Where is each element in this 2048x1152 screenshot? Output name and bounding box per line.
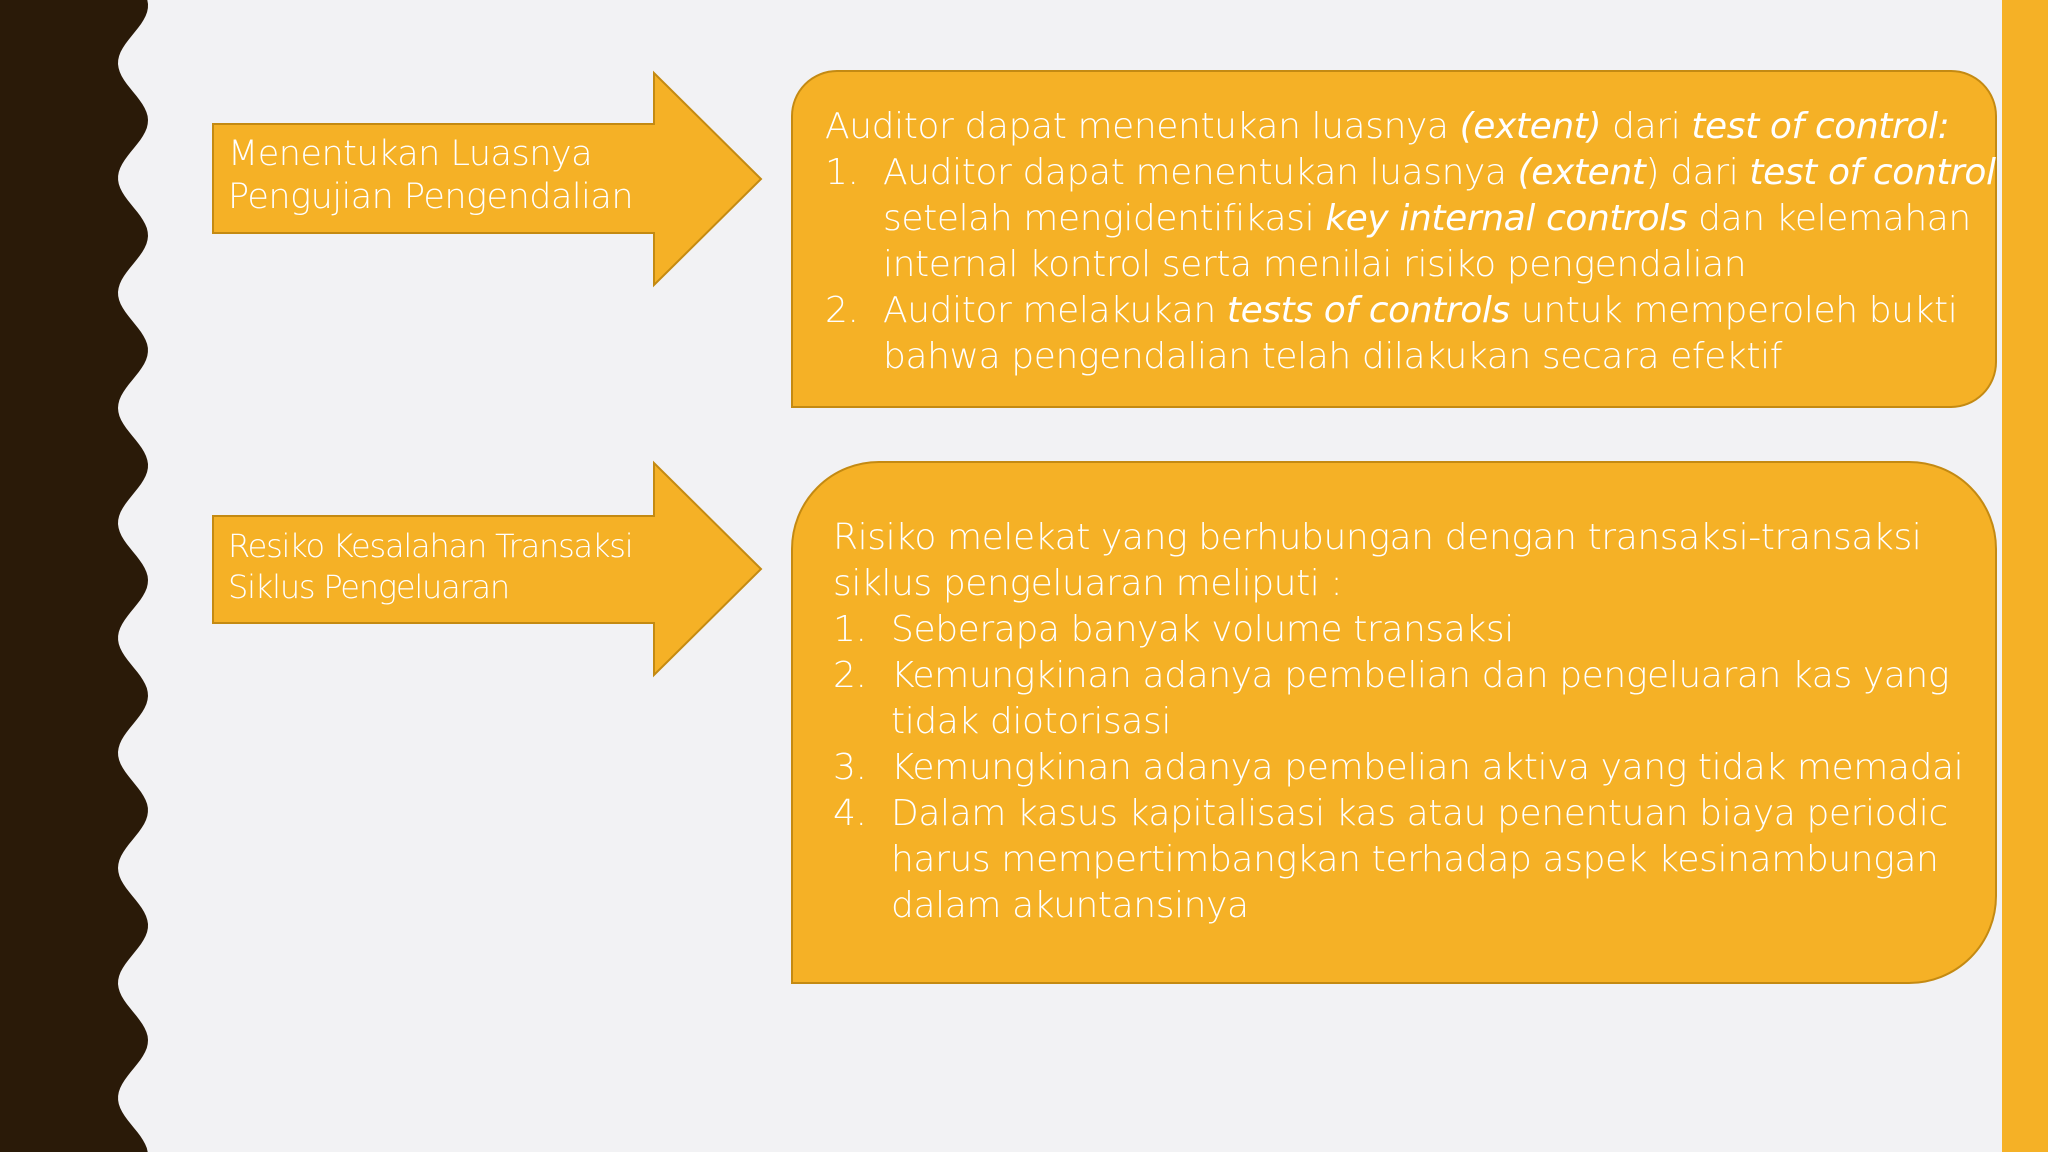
list-item-text	[883, 150, 1996, 288]
list-item	[833, 791, 1963, 929]
list-number: 4.	[833, 793, 867, 834]
arrow-label-2-line2: Siklus Pengeluaran	[228, 568, 509, 606]
decorative-accent-strip	[2002, 0, 2048, 1152]
item-text: tidak diotorisasi	[891, 701, 1171, 742]
item-text: untuk memperoleh bukti	[1509, 290, 1958, 331]
decorative-wave-bar	[0, 0, 160, 1152]
intro-text: dari	[1601, 106, 1692, 147]
item-emphasis: test of control	[1749, 152, 1996, 193]
box-1-text	[825, 104, 1996, 380]
item-emphasis: tests of controls	[1226, 290, 1510, 331]
box-2-text	[833, 515, 1963, 929]
item-text: Kemungkinan adanya pembelian dan pengeluaran kas yang	[891, 655, 1950, 696]
list-item-text	[891, 653, 1949, 745]
item-text: ) dari	[1645, 152, 1750, 193]
list-item	[833, 653, 1963, 745]
arrow-label-2-line1: Resiko Kesalahan Transaksi	[228, 527, 633, 565]
arrow-label-2	[228, 526, 632, 608]
content-box-extent	[791, 70, 1997, 408]
intro-emphasis: (extent)	[1459, 106, 1602, 147]
arrow-label-1	[228, 133, 633, 218]
item-emphasis: (extent	[1517, 152, 1646, 193]
item-text: dan kelemahan	[1687, 198, 1971, 239]
item-text: harus mempertimbangkan terhadap aspek kesinambungan	[891, 839, 1939, 880]
list-item-text	[883, 288, 1957, 380]
item-text: dalam akuntansinya	[891, 885, 1249, 926]
list-item	[833, 745, 1963, 791]
list-number: 1.	[833, 609, 867, 650]
list-number: 2.	[833, 655, 867, 696]
list-item	[833, 607, 1963, 653]
intro-text: Auditor dapat menentukan luasnya	[825, 106, 1460, 147]
item-text: Kemungkinan adanya pembelian aktiva yang tidak memadai	[891, 747, 1964, 788]
box-1-intro	[825, 104, 1996, 150]
list-number: 1.	[825, 152, 859, 193]
intro-emphasis: test of control:	[1691, 106, 1950, 147]
item-text: Seberapa banyak volume transaksi	[891, 609, 1514, 650]
list-number: 2.	[825, 290, 859, 331]
item-text: Dalam kasus kapitalisasi kas atau penentuan biaya periodic	[891, 793, 1948, 834]
arrow-label-1-line1: Menentukan Luasnya	[228, 134, 593, 174]
content-box-risk	[791, 461, 1997, 984]
list-item	[825, 150, 1996, 288]
box-2-list	[833, 607, 1963, 929]
box-1-list	[825, 150, 1996, 380]
item-text: Auditor dapat menentukan luasnya	[883, 152, 1518, 193]
arrow-label-1-line2: Pengujian Pengendalian	[228, 176, 634, 217]
item-text: internal kontrol serta menilai risiko pengendalian	[883, 244, 1747, 285]
box-2-intro-line1: Risiko melekat yang berhubungan dengan transaksi-transaksi	[833, 517, 1922, 558]
box-2-intro-line2: siklus pengeluaran meliputi :	[833, 563, 1343, 604]
list-number: 3.	[833, 747, 867, 788]
item-emphasis: key internal controls	[1325, 198, 1688, 239]
item-text: Auditor melakukan	[883, 290, 1227, 331]
list-item-text	[891, 607, 1514, 653]
item-text: setelah mengidentifikasi	[883, 198, 1326, 239]
list-item-text	[891, 791, 1948, 929]
list-item	[825, 288, 1996, 380]
item-text: bahwa pengendalian telah dilakukan secara efektif	[883, 336, 1782, 377]
list-item-text	[891, 745, 1963, 791]
